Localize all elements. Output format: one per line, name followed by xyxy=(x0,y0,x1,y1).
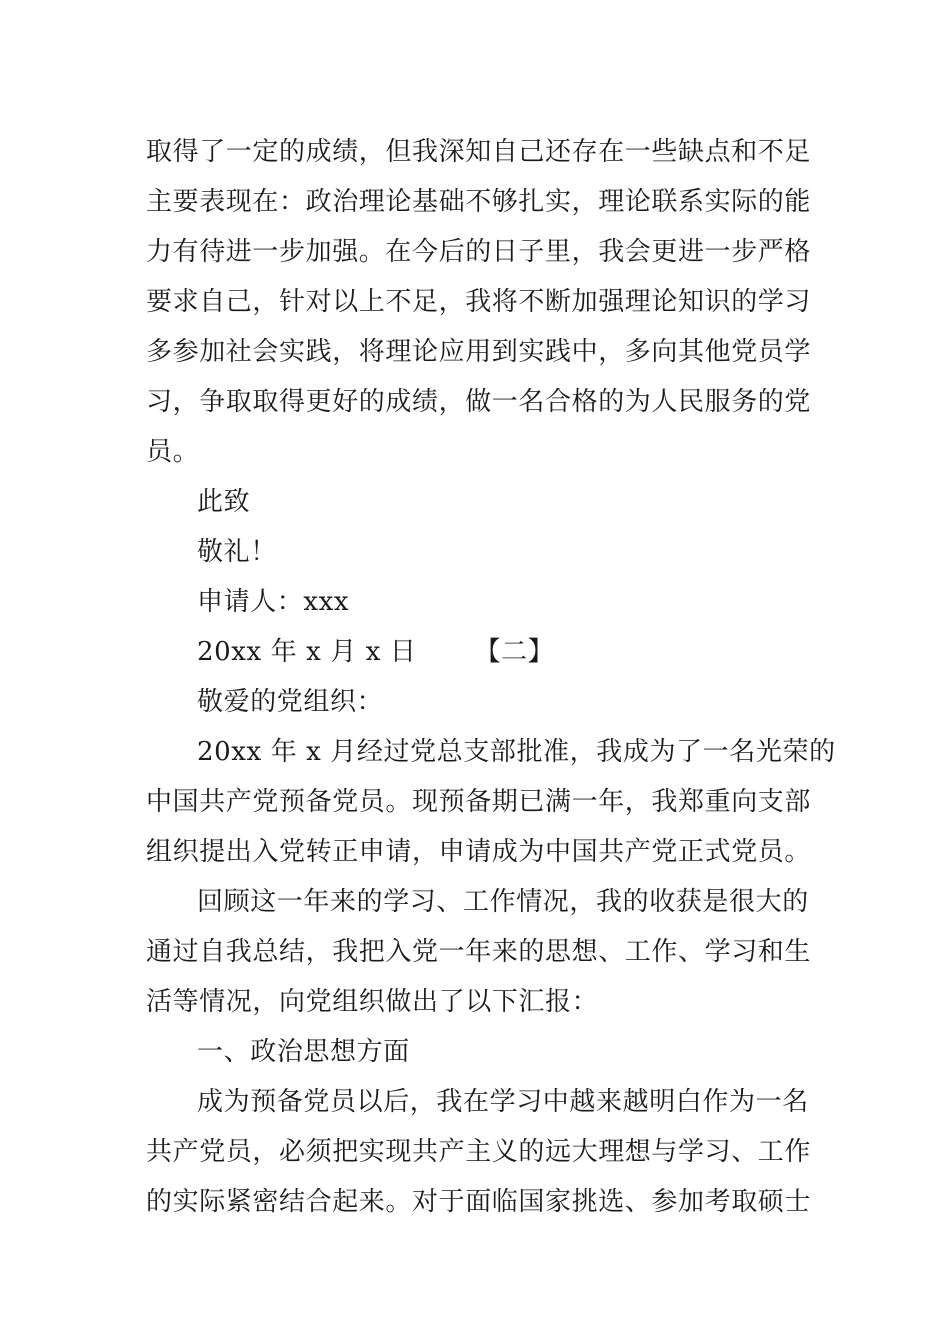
text-line: 力有待进一步加强。在今后的日子里，我会更进一步严格 xyxy=(146,237,812,267)
text-line: 活等情况，向党组织做出了以下汇报： xyxy=(146,987,599,1017)
text-line: 回顾这一年来的学习、工作情况，我的收获是很大的 xyxy=(197,887,809,917)
section-marker: 【二】 xyxy=(474,637,555,667)
text-line: 通过自我总结，我把入党一年来的思想、工作、学习和生 xyxy=(146,937,812,967)
text-line: 员。 xyxy=(146,437,200,467)
closing-regards: 敬礼！ xyxy=(197,537,277,567)
text-line: 要求自己，针对以上不足，我将不断加强理论知识的学习 xyxy=(146,287,812,317)
text-line: 的实际紧密结合起来。对于面临国家挑选、参加考取硕士 xyxy=(146,1187,812,1217)
closing-salutation: 此致 xyxy=(197,487,251,517)
text-line: 20xx 年 x 月经过党总支部批准，我成为了一名光荣的 xyxy=(197,737,836,767)
text-line: 取得了一定的成绩，但我深知自己还存在一些缺点和不足 xyxy=(146,137,812,167)
text-line: 共产党员，必须把实现共产主义的远大理想与学习、工作 xyxy=(146,1137,812,1167)
text-line: 组织提出入党转正申请，申请成为中国共产党正式党员。 xyxy=(146,837,812,867)
text-line: 成为预备党员以后，我在学习中越来越明白作为一名 xyxy=(197,1087,809,1117)
applicant-signature: 申请人：xxx xyxy=(197,587,350,617)
text-line: 多参加社会实践，将理论应用到实践中，多向其他党员学 xyxy=(146,337,812,367)
text-line: 主要表现在：政治理论基础不够扎实，理论联系实际的能 xyxy=(146,187,812,217)
date-line xyxy=(197,636,554,668)
text-line: 习，争取取得更好的成绩，做一名合格的为人民服务的党 xyxy=(146,387,812,417)
letter-greeting: 敬爱的党组织： xyxy=(197,687,384,717)
section-heading: 一、政治思想方面 xyxy=(197,1037,410,1067)
date-text: 20xx 年 x 月 x 日 xyxy=(197,637,417,667)
text-line: 中国共产党预备党员。现预备期已满一年，我郑重向支部 xyxy=(146,787,812,817)
